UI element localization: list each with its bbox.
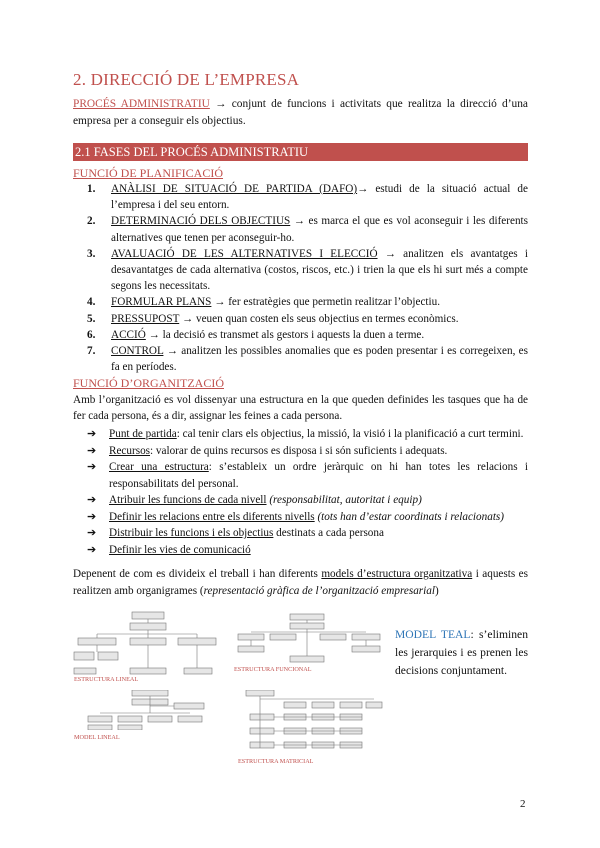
model-caption: MODEL LINEAL [74,734,120,741]
list-item: ➔ Recursos: valorar de quins recursos es disposa i si són suficients i adequats. [73,443,528,460]
arrow-icon: ➔ [87,543,97,556]
arrow-icon: ➔ [87,494,97,506]
arrow-icon: ➔ [87,461,97,473]
list-item: ➔ Crear una estructura: s’estableix un ordre jeràrquic on hi han totes les relacions i responsabilitats del personal. [87,461,528,490]
page-number: 2 [520,798,526,810]
list-item: ➔ Punt de partida: cal tenir clars els objectius, la missió, la visió i la planificació a curt termini. [73,426,528,443]
intro-paragraph [73,96,528,130]
list-item: 1. ANÀLISI DE SITUACIÓ DE PARTIDA (DAFO)→ estudi de la situació actual de l’empresa i del seu entorn. [87,183,528,212]
matrix-caption: ESTRUCTURA MATRICIAL [238,758,314,765]
list-item: 2. DETERMINACIÓ DELS OBJECTIUS → es marca el que es vol aconseguir i les diferents alternatives que tenen per aconseguir-ho. [87,215,529,244]
functional-structure-diagram [232,612,386,664]
intro-text: conjunt de funcions i activitats que realitza la direcció d’una empresa per a conseguir els objectius. [73,98,528,127]
arrow-icon: ➔ [87,510,97,523]
list-item: ➔ Definir les relacions entre els diferents nivells (tots han d’estar coordinats i relacionats) [73,509,528,526]
intro-term: PROCÉS ADMINISTRATIU [73,98,210,110]
matrix-structure-diagram [236,690,384,756]
list-item: 3. AVALUACIÓ DE LES ALTERNATIVES I ELECCIÓ → analitzen els avantatges i desavantatges de cada alternativa (costos, riscos, etc.) i trien la que els hi surt més a compte segons les necessitats. [87,247,528,293]
teal-label: MODEL TEAL [395,628,471,641]
planning-heading: FUNCIÓ DE PLANIFICACIÓ [73,166,224,180]
list-item: ➔ Atribuir les funcions de cada nivell (responsabilitat, autoritat i equip) [73,492,528,509]
functional-caption: ESTRUCTURA FUNCIONAL [234,666,312,673]
list-item: 7. CONTROL → analitzen les possibles anomalies que es poden presentar i es corregeixen, es fa en períodes. [87,345,528,374]
teal-model-note: MODEL TEAL: s’eliminen les jerarquies i es prenen les decisions conjuntament. [395,628,528,677]
organization-list [73,426,528,558]
organization-heading: FUNCIÓ D’ORGANITZACIÓ [73,376,224,390]
list-item: 4. FORMULAR PLANS → fer estratègies que permetin realitzar l’objectiu. [87,296,441,309]
list-item: ➔ Definir les vies de comunicació [73,542,528,559]
phases-heading: 2.1 FASES DEL PROCÉS ADMINISTRATIU [73,143,528,161]
list-item: 6. ACCIÓ → la decisió es transmet als gestors i aquests la duen a terme. [87,328,425,341]
list-item: ➔ Distribuir les funcions i els objectius destinats a cada persona [73,525,528,542]
list-item: 5. PRESSUPOST → veuen quan costen els seus objectius en termes econòmics. [87,312,459,325]
organization-intro: Amb l’organització es vol dissenyar una estructura en la que queden definides les tasques que ha de fer cada persona, és a dir, assignar les feines a cada persona. [73,394,528,422]
arrow-icon: ➔ [87,444,97,457]
linear-staff-diagram [86,690,216,730]
planning-list [73,181,528,375]
arrow-icon: ➔ [87,527,97,539]
section-title: 2. DIRECCIÓ DE L’EMPRESA [73,70,300,89]
intro-arrow: → [215,98,227,110]
models-paragraph: Depenent de com es divideix el treball i han diferents models d’estructura organitzativa i aquests es realitzen amb organigrames (representació gràfica de l’organització empresarial) [73,568,528,597]
linear-caption: ESTRUCTURA LINEAL [74,676,139,683]
arrow-icon: ➔ [87,428,97,440]
